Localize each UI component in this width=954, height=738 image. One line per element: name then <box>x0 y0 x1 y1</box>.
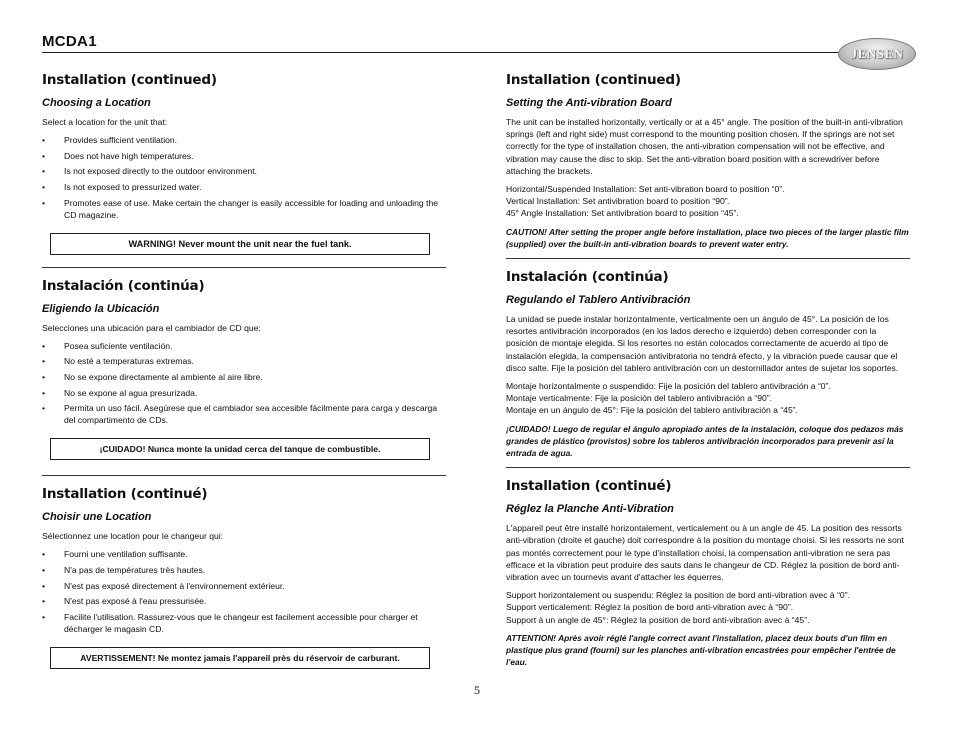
section-divider <box>42 475 446 476</box>
section-divider <box>42 267 446 268</box>
caution-note: ¡CUIDADO! Luego de regular el ángulo apropiado antes de la instalación, coloque dos pedazos más grandes de plástico (provistos) sobre los tableros antivibración incorporados para prevenir así la entrada de agua. <box>506 423 904 459</box>
section-subtitle: Regulando el Tablero Antivibración <box>506 294 691 307</box>
section-intro: Sélectionnez une location pour le changeur qui: <box>42 531 224 542</box>
bullet-icon: • <box>42 135 46 146</box>
section-title: Installation (continué) <box>506 478 672 495</box>
list-item: • No se expone al agua presurizada. <box>42 387 198 398</box>
bullet-icon: • <box>42 356 46 367</box>
section-title: Installation (continué) <box>42 486 208 503</box>
section-title: Installation (continued) <box>42 72 217 88</box>
list-item: • Facilite l'utilisation. Rassurez-vous que le changeur est facilement accessible pour charger et décharger le magasin CD. <box>42 611 418 634</box>
body-paragraph: La unidad se puede instalar horizontalmente, verticalmente oen un ángulo de 45°. La posición de los resortes antivibración incorporados (en los lados derecho e izquierdo) deben corresponder con la posición de montaje elegida. Si los resortes no están colocados correctamente de acuerdo al tipo de instalación elegida, la compensación antivibratoria no tendrá efecto, y la vibración puede causar que el disco salte. Fije la posición del tablero antivibración con un destornillador antes de sujetar los soportes. <box>506 314 899 373</box>
bullet-icon: • <box>42 564 46 575</box>
bullet-icon: • <box>42 549 46 560</box>
bullet-icon: • <box>42 371 46 382</box>
right-column <box>506 70 910 669</box>
section-subtitle: Choosing a Location <box>42 97 151 109</box>
section-subtitle: Setting the Anti-vibration Board <box>506 97 672 109</box>
body-paragraph: The unit can be installed horizontally, vertically or at a 45° angle. The position of the built-in anti-vibration springs (left and right side) must correspond to the mounting position chosen. If the springs are not set correctly for the type of installation chosen, the anti-vibration compensation will not be effective, and vibration may cause the disc to skip. Set the anti-vibration board position with a screwdriver before attaching the brackets. <box>506 117 903 176</box>
page-number: 5 <box>474 683 480 697</box>
position-line: Vertical Installation: Set antivibration board to position “90”. <box>506 196 731 207</box>
bullet-icon: • <box>42 611 46 622</box>
list-item: • Does not have high temperatures. <box>42 150 194 161</box>
list-item: • Is not exposed to pressurized water. <box>42 181 202 192</box>
bullet-icon: • <box>42 197 46 208</box>
section-title: Instalación (continúa) <box>506 269 669 286</box>
section-spanish-antivibration <box>506 267 910 459</box>
position-line: Support à un angle de 45°: Réglez la position de bord anti-vibration avec à “45”. <box>506 614 810 625</box>
section-spanish-location <box>42 276 446 461</box>
section-divider <box>506 467 910 468</box>
body-paragraph: L'appareil peut être installé horizontalement, verticalement ou à un angle de 45. La position des ressorts anti-vibration (droite et gauche) doit correspondre à la position du montage choisi. Si les ressorts ne sont pas montés correctement pour le type d'installation choisi, la compensation anti-vibration ne sera pas efficace et la vibration peut produire des sauts dans le changeur de CD. Réglez la position de bord anti-vibration avec un tournevis avant d'attacher les équerres. <box>506 523 904 583</box>
position-line: Horizontal/Suspended Installation: Set anti-vibration board to position “0”. <box>506 184 785 195</box>
position-line: Montaje en un ángulo de 45°: Fije la posición del tablero antivibración a “45”. <box>506 405 798 416</box>
section-subtitle: Réglez la Planche Anti-Vibration <box>506 503 674 516</box>
model-name: MCDA1 <box>42 33 97 50</box>
position-line: 45° Angle Installation: Set antivibration board to position “45”. <box>506 208 739 219</box>
brand-logo-text: JENSEN <box>850 46 904 61</box>
list-item: • Promotes ease of use. Make certain the changer is easily accessible for loading and unloading the CD magazine. <box>42 197 439 220</box>
section-title: Instalación (continúa) <box>42 277 205 294</box>
section-english-location <box>42 70 446 255</box>
bullet-list <box>42 548 446 634</box>
section-subtitle: Eligiendo la Ubicación <box>42 302 160 315</box>
section-intro: Select a location for the unit that: <box>42 117 168 127</box>
section-intro: Selecciones una ubicación para el cambiador de CD que: <box>42 322 261 333</box>
list-item: • Posea suficiente ventilación. <box>42 340 173 351</box>
position-line: Montaje verticalmente: Fije la posición del tablero antivibración a “90”. <box>506 393 773 404</box>
left-column <box>42 70 446 669</box>
bullet-list <box>42 134 446 220</box>
bullet-icon: • <box>42 403 46 414</box>
list-item: • N'a pas de températures très hautes. <box>42 564 206 575</box>
list-item: • N'est pas exposé à l'eau pressurisée. <box>42 596 207 607</box>
bullet-icon: • <box>42 181 46 192</box>
section-french-location <box>42 484 446 669</box>
bullet-icon: • <box>42 580 46 591</box>
bullet-icon: • <box>42 166 46 177</box>
brand-logo <box>838 38 916 70</box>
bullet-icon: • <box>42 387 46 398</box>
caution-note: ATTENTION! Après avoir réglé l'angle correct avant l'installation, placez deux bouts d'un film en plastique plus grand (fourni) sur les planches anti-vibration encastrées pour empêcher l'entrée de l'eau. <box>506 632 896 668</box>
list-item: • No esté a temperaturas extremas. <box>42 356 194 367</box>
list-item: • Permita un uso fácil. Asegúrese que el cambiador sea accesible fácilmente para carga y descarga del compartimento de CDs. <box>42 403 438 426</box>
bullet-icon: • <box>42 150 46 161</box>
warning-box: WARNING! Never mount the unit near the fuel tank. <box>50 233 430 255</box>
list-item: • Is not exposed directly to the outdoor environment. <box>42 166 257 177</box>
section-title: Installation (continued) <box>506 72 681 88</box>
list-item: • N'est pas exposé directement à l'environnement extérieur. <box>42 580 285 591</box>
warning-box: AVERTISSEMENT! Ne montez jamais l'appareil près du réservoir de carburant. <box>50 647 430 669</box>
position-line: Support verticalement: Réglez la position de bord anti-vibration avec à “90”. <box>506 602 794 613</box>
bullet-icon: • <box>42 596 46 607</box>
caution-note: CAUTION! After setting the proper angle before installation, place two pieces of the larger plastic film (supplied) over the built-in anti-vibration boards to prevent water entry. <box>506 226 909 249</box>
bullet-list <box>42 340 446 426</box>
section-french-antivibration <box>506 476 910 668</box>
section-english-antivibration <box>506 70 910 250</box>
header-divider <box>42 52 838 53</box>
warning-box: ¡CUIDADO! Nunca monte la unidad cerca del tanque de combustible. <box>50 438 430 460</box>
section-divider <box>506 258 910 259</box>
position-line: Montaje horizontalmente o suspendido: Fije la posición del tablero antivibración a “0”. <box>506 381 831 392</box>
position-line: Support horizontalement ou suspendu: Réglez la position de bord anti-vibration avec à “0”. <box>506 590 850 601</box>
list-item: • No se expone directamente al ambiente al aire libre. <box>42 371 263 382</box>
list-item: • Fourni une ventilation suffisante. <box>42 549 188 560</box>
section-subtitle: Choisir une Location <box>42 511 152 524</box>
bullet-icon: • <box>42 340 46 351</box>
list-item: • Provides sufficient ventilation. <box>42 135 178 146</box>
